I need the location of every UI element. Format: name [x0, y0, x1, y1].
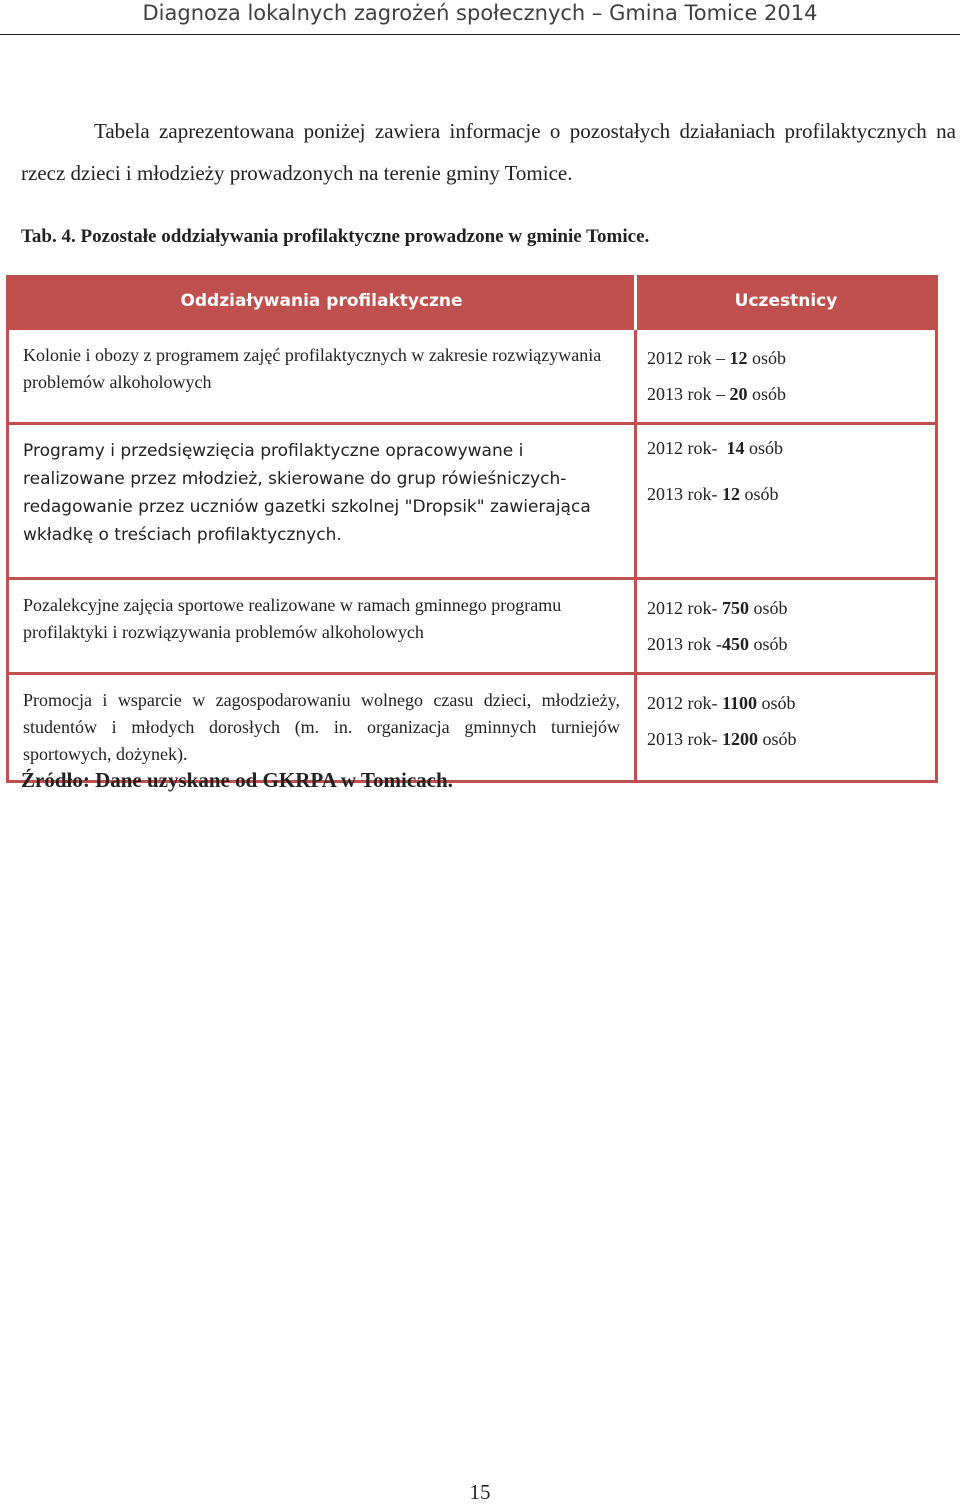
prevention-activities-table [6, 275, 938, 783]
page-number: 15 [469, 1480, 491, 1504]
table-header-row [8, 275, 937, 329]
participants-count: 1100 [722, 693, 758, 713]
participants-cell [636, 579, 937, 674]
header-rule [0, 34, 960, 35]
participants-unit: osób [757, 693, 796, 713]
column-header-activities: Oddziaływania profilaktyczne [8, 275, 636, 329]
participants-count: 14 [726, 438, 745, 458]
participants-cell [636, 424, 937, 579]
participants-year: 2013 rok- [647, 729, 722, 749]
participants-count: 750 [722, 598, 749, 618]
participants-cell [636, 674, 937, 782]
participants-unit: osób [749, 598, 788, 618]
table-source-note: Źródło: Dane uzyskane od GKRPA w Tomicach. [21, 768, 453, 792]
participants-year: 2012 rok – [647, 348, 730, 368]
table-row [8, 579, 937, 674]
column-header-participants: Uczestnicy [636, 275, 937, 329]
participants-unit: osób [740, 484, 779, 504]
participants-count: 1200 [722, 729, 758, 749]
table-caption [21, 226, 649, 248]
participants-line [647, 340, 925, 376]
table-row [8, 424, 937, 579]
activity-cell: Programy i przedsięwzięcia profilaktyczne opracowywane i realizowane przez młodzież, skierowane do grup rówieśniczych- redagowanie przez uczniów gazetki szkolnej "Dropsik" zawierająca wkładkę o treściach profilaktycznych. [8, 424, 636, 579]
participants-line [647, 721, 925, 757]
intro-paragraph: Tabela zaprezentowana poniżej zawiera informacje o pozostałych działaniach profilaktycznych na rzecz dzieci i młodzieży prowadzonych na terenie gminy Tomice. [21, 119, 956, 185]
participants-line [647, 626, 925, 662]
participants-count: 20 [729, 384, 748, 404]
participants-year: 2013 rok – [647, 384, 730, 404]
running-header: Diagnoza lokalnych zagrożeń społecznych – Gmina Tomice 2014 [142, 1, 818, 25]
participants-year: 2013 rok - [647, 634, 722, 654]
participants-year: 2012 rok- [647, 693, 722, 713]
participants-count: 450 [722, 634, 749, 654]
table-row [8, 329, 937, 424]
participants-unit: osób [747, 384, 787, 404]
participants-unit: osób [749, 634, 788, 654]
activity-cell: Kolonie i obozy z programem zajęć profilaktycznych w zakresie rozwiązywania problemów alkoholowych [8, 329, 636, 424]
participants-line [647, 590, 925, 626]
participants-year: 2012 rok- [647, 598, 722, 618]
table-caption-label: Tab. 4. [21, 226, 76, 247]
participants-unit: osób [758, 729, 797, 749]
participants-line [647, 471, 925, 517]
participants-count: 12 [722, 484, 740, 504]
participants-line [647, 685, 925, 721]
table-row [8, 674, 937, 782]
participants-year: 2013 rok- [647, 484, 722, 504]
participants-cell [636, 329, 937, 424]
participants-count: 12 [729, 348, 748, 368]
table-caption-text: Pozostałe oddziaływania profilaktyczne prowadzone w gminie Tomice. [80, 226, 650, 247]
participants-year: 2012 rok- [647, 438, 727, 458]
participants-unit: osób [744, 438, 784, 458]
participants-line [647, 376, 925, 412]
activity-cell: Pozalekcyjne zajęcia sportowe realizowane w ramach gminnego programu profilaktyki i rozwiązywania problemów alkoholowych [8, 579, 636, 674]
participants-line [647, 425, 925, 471]
participants-unit: osób [747, 348, 787, 368]
activity-cell: Promocja i wsparcie w zagospodarowaniu wolnego czasu dzieci, młodzieży, studentów i młodych dorosłych (m. in. organizacja gminnych turniejów sportowych, dożynek). [8, 674, 636, 782]
